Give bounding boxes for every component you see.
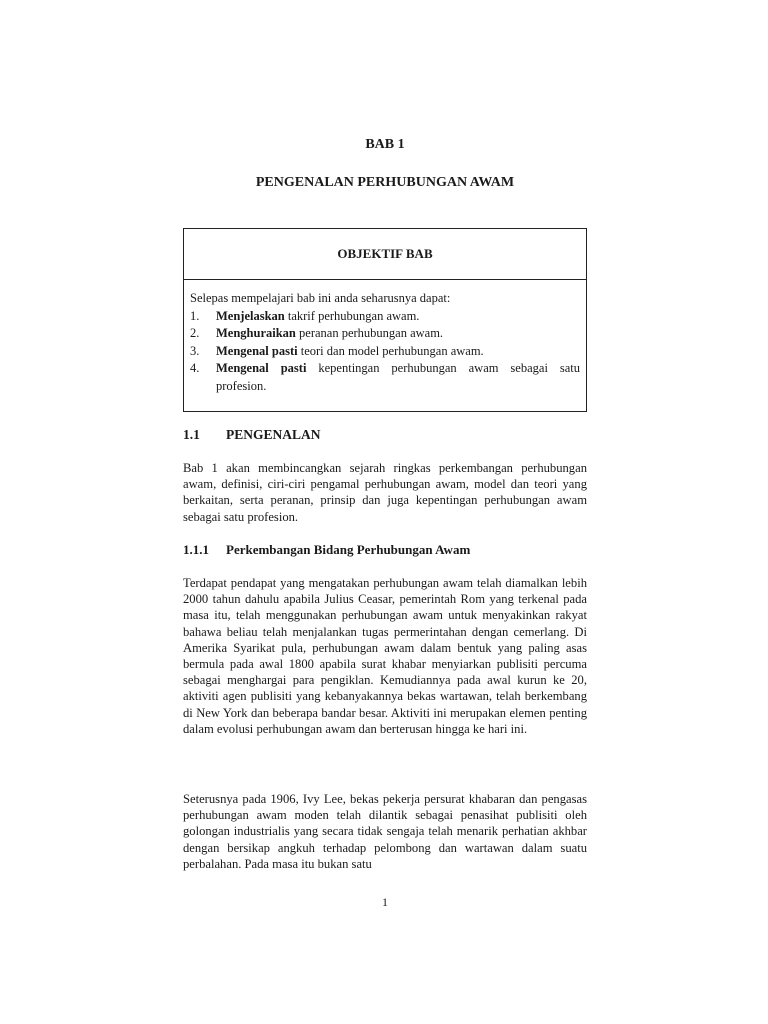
objective-text xyxy=(216,360,580,395)
objective-rest: peranan perhubungan awam. xyxy=(295,326,444,341)
objectives-body xyxy=(184,280,586,396)
objective-item xyxy=(190,308,580,326)
objective-item xyxy=(190,325,580,343)
objective-number: 2. xyxy=(190,326,200,341)
objective-item xyxy=(190,343,580,361)
subsection-number: 1.1.1 xyxy=(183,542,209,557)
objective-number: 4. xyxy=(190,361,200,376)
objective-text xyxy=(216,343,580,361)
objective-number: 1. xyxy=(190,308,200,323)
objective-text xyxy=(216,308,580,326)
chapter-label: BAB 1 xyxy=(365,137,405,152)
subsection-title: Perkembangan Bidang Perhubungan Awam xyxy=(226,542,471,557)
body-paragraph: Terdapat pendapat yang mengatakan perhubungan awam telah diamalkan lebih 2000 tahun dahulu apabila Julius Ceasar, pemerintah Rom yang terkenal pada masa itu, telah menggunakan perhubungan awam untuk menyakinkan rakyat bahawa beliau telah menjalankan tugas permerintahan dengan cemerlang. Di Amerika Syarikat pula, perhubungan awam dalam bentuk yang paling asas bermula pada awal 1800 apabila surat khabar menyiarkan publisiti percuma sebagai menghargai para pengiklan. Kemudiannya pada awal kurun ke 20, aktiviti agen publisiti yang kebanyakannya bekas wartawan, telah berkembang di New York dan beberapa bandar besar. Aktiviti ini merupakan elemen penting dalam evolusi perhubungan awam dan berterusan hingga ke hari ini. xyxy=(183,576,587,736)
section-title: PENGENALAN xyxy=(226,427,321,442)
section-number: 1.1 xyxy=(183,427,200,442)
objective-rest: takrif perhubungan awam. xyxy=(284,308,420,323)
objective-verb: Menjelaskan xyxy=(216,308,285,323)
subsection-heading xyxy=(183,542,470,558)
objectives-heading: OBJEKTIF BAB xyxy=(184,229,586,280)
objective-number: 3. xyxy=(190,343,200,358)
objective-verb: Mengenal pasti xyxy=(216,361,307,376)
objective-rest: teori dan model perhubungan awam. xyxy=(297,343,484,358)
objectives-list xyxy=(190,308,580,396)
objectives-box xyxy=(183,228,587,412)
chapter-title: PENGENALAN PERHUBUNGAN AWAM xyxy=(255,175,515,190)
objective-item xyxy=(190,360,580,395)
objective-rest: kepentingan perhubungan awam sebagai satu profesion. xyxy=(216,361,581,393)
objective-verb: Menghuraikan xyxy=(216,326,296,341)
section-heading xyxy=(183,427,321,443)
body-paragraph: Seterusnya pada 1906, Ivy Lee, bekas pekerja persurat khabaran dan pengasas perhubungan awam moden telah dilantik sebagai penasihat publisiti oleh golongan industrialis yang secara tidak sengaja telah menarik perhatian akhbar dengan bersikap angkuh terhadap pelombong dan wartawan dalam suatu perbalahan. Pada masa itu bukan satu xyxy=(183,792,587,871)
page-number: 1 xyxy=(382,895,388,909)
section-paragraph: Bab 1 akan membincangkan sejarah ringkas perkembangan perhubungan awam, definisi, ciri-ciri pengamal perhubungan awam, model dan teori yang berkaitan, serta peranan, prinsip dan juga kepentingan perhubungan awam sebagai satu profesion. xyxy=(183,461,587,524)
objective-text xyxy=(216,325,580,343)
objective-verb: Mengenal pasti xyxy=(216,343,298,358)
objectives-intro: Selepas mempelajari bab ini anda seharusnya dapat: xyxy=(190,291,451,305)
